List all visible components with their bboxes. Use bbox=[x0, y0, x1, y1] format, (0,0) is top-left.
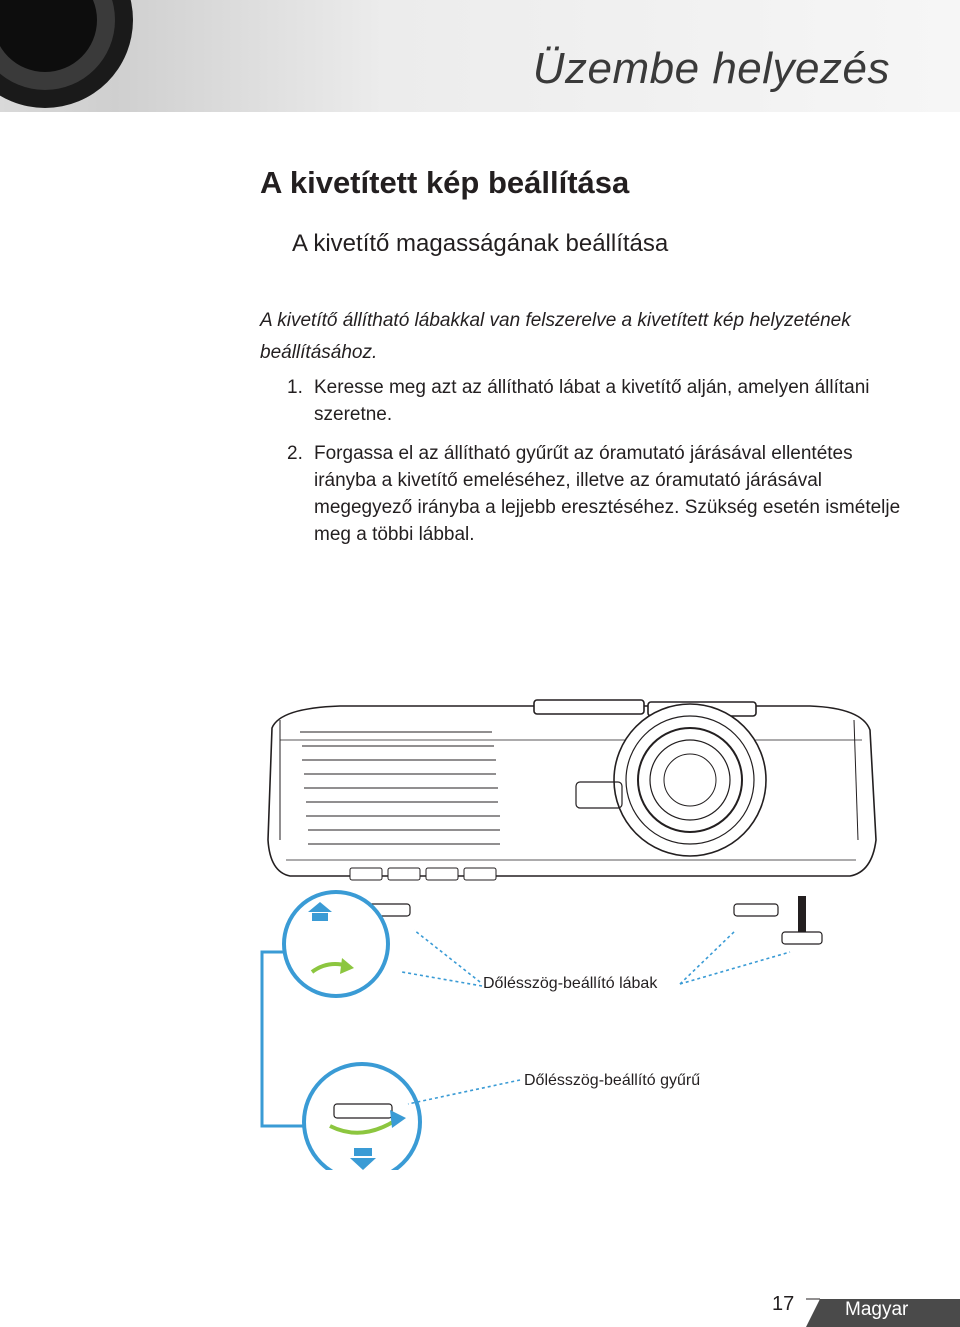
zoom-circle-top bbox=[284, 892, 388, 996]
tilt-ring-label: Dőlésszög-beállító gyűrű bbox=[524, 1072, 701, 1089]
page-header bbox=[0, 0, 960, 112]
step-number: 1. bbox=[287, 377, 303, 398]
step-2 bbox=[287, 440, 907, 548]
lens-decoration-icon bbox=[0, 0, 150, 110]
tilt-feet-label: Dőlésszög-beállító lábak bbox=[483, 975, 658, 992]
step-number: 2. bbox=[287, 443, 303, 464]
adjustable-feet bbox=[322, 896, 822, 944]
page-number: 17 bbox=[772, 1293, 795, 1315]
zoom-circle-bottom bbox=[304, 1064, 420, 1170]
section-subtitle: A kivetítő magasságának beállítása bbox=[292, 230, 669, 257]
footer-language: Magyar bbox=[845, 1299, 909, 1320]
chapter-title: Üzembe helyezés bbox=[532, 44, 890, 93]
projector-illustration bbox=[250, 690, 900, 1170]
intro-paragraph: A kivetítő állítható lábakkal van felszerelve a kivetített kép helyzetének beállításához. bbox=[260, 310, 851, 363]
section-title: A kivetített kép beállítása bbox=[260, 165, 630, 200]
step-1 bbox=[287, 374, 907, 428]
step-text: Forgassa el az állítható gyűrűt az óramutató járásával ellentétes irányba a kivetítő emeléséhez, illetve az óramutató járásával megegyező irányba a lejjebb eresztéséhez. Szükség esetén ismételje meg a többi lábbal. bbox=[314, 443, 901, 545]
step-text: Keresse meg azt az állítható lábat a kivetítő alján, amelyen állítani szeretne. bbox=[314, 377, 870, 425]
